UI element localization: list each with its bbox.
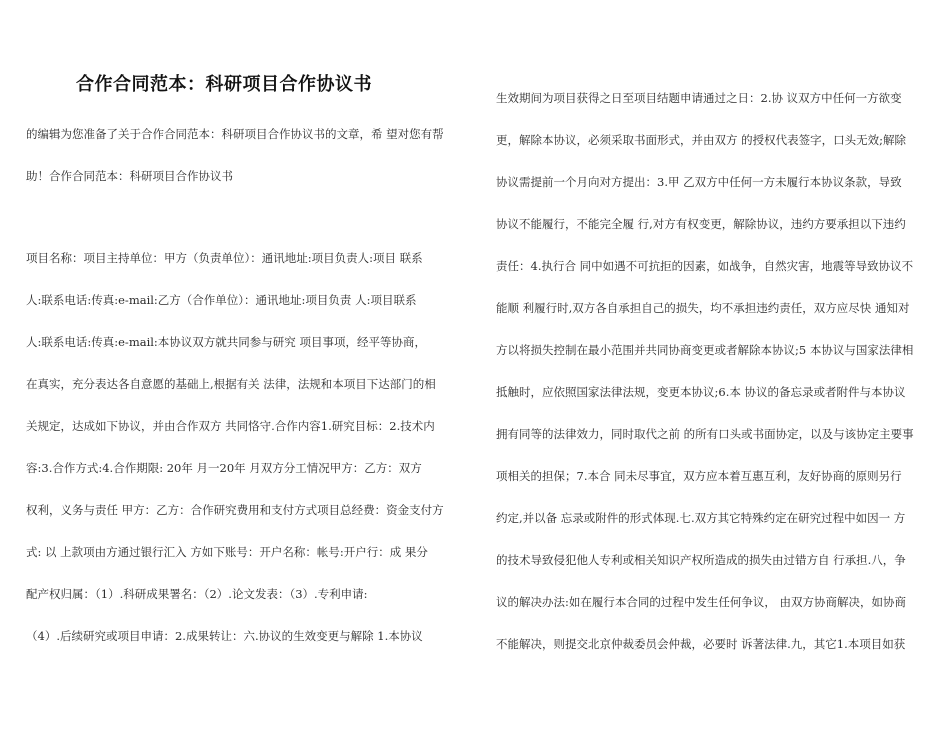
text-line: 在真实，充分表达各自意愿的基础上,根据有关 法律，法规和本项目下达部门的相 <box>26 377 436 391</box>
text-line: 不能解决，则提交北京仲裁委员会仲裁，必要时 诉著法律.九，其它1.本项目如获 <box>496 637 906 651</box>
text-line: 抵触时，应依照国家法律法规，变更本协议;6.本 协议的备忘录或者附件与本协议 <box>496 385 906 399</box>
document-title: 合作合同范本：科研项目合作协议书 <box>76 74 372 95</box>
text-line: 的技术导致侵犯他人专利或相关知识产权所造成的损失由过错方自 行承担.八，争 <box>496 553 906 567</box>
text-line: 协议不能履行，不能完全履 行,对方有权变更，解除协议，违约方要承担以下违约 <box>496 217 906 231</box>
text-line: （4）.后续研究或项目申请：2.成果转让：六.协议的生效变更与解除 1.本协议 <box>26 629 423 643</box>
text-line: 项目名称：项目主持单位：甲方（负责单位）：通讯地址:项目负责人:项目 联系 <box>26 251 423 265</box>
text-line: 项相关的担保；7.本合 同未尽事宜，双方应本着互惠互利，友好协商的原则另行 <box>496 469 902 483</box>
text-line: 约定,并以备 忘录或附件的形式体现.七.双方其它特殊约定在研究过程中如因一 方 <box>496 511 906 525</box>
text-line: 人:联系电话:传真:e-mail:乙方（合作单位）：通讯地址:项目负责 人:项目联系 <box>26 293 417 307</box>
intro-line: 助！合作合同范本：科研项目合作协议书 <box>26 169 233 183</box>
left-column-text <box>26 248 468 668</box>
text-line: 容:3.合作方式:4.合作期限: 20年 月一20年 月双方分工情况甲方：乙方：双方 <box>26 461 422 475</box>
text-line: 权利，义务与责任 甲方：乙方：合作研究费用和支付方式项目总经费：资金支付方 <box>26 503 444 517</box>
intro-paragraph <box>26 124 468 208</box>
text-line: 协议需提前一个月向对方提出：3.甲 乙双方中任何一方未履行本协议条款，导致 <box>496 175 902 189</box>
text-line: 方以将损失控制在最小范围并共同协商变更或者解除本协议;5 本协议与国家法律相 <box>496 343 914 357</box>
text-line: 生效期间为项目获得之日至项目结题申请通过之日：2.协 议双方中任何一方欲变 <box>496 91 902 105</box>
text-line: 责任：4.执行合 同中如遇不可抗拒的因素，如战争，自然灾害，地震等导致协议不 <box>496 259 914 273</box>
text-line: 关规定，达成如下协议，并由合作双方 共同恪守.合作内容1.研究目标：2.技术内 <box>26 419 435 433</box>
text-line: 配产权归属：（1）.科研成果署名：（2）.论文发表：（3）.专利申请: <box>26 587 368 601</box>
right-column-text <box>496 88 942 676</box>
text-line: 人:联系电话:传真:e-mail:本协议双方就共同参与研究 项目事项，经平等协商， <box>26 335 426 349</box>
text-line: 更，解除本协议，必须采取书面形式，并由双方 的授权代表签字，口头无效;解除 <box>496 133 907 147</box>
text-line: 拥有同等的法律效力，同时取代之前 的所有口头或书面协定，以及与该协定主要事 <box>496 427 914 441</box>
intro-line: 的编辑为您准备了关于合作合同范本：科研项目合作协议书的文章，希 望对您有帮 <box>26 127 444 141</box>
text-line: 议的解决办法:如在履行本合同的过程中发生任何争议， 由双方协商解决，如协商 <box>496 595 907 609</box>
text-line: 式: 以 上款项由方通过银行汇入 方如下账号：开户名称：帐号:开户行：成 果分 <box>26 545 428 559</box>
text-line: 能顺 利履行时,双方各自承担自己的损失，均不承担违约责任，双方应尽快 通知对 <box>496 301 910 315</box>
